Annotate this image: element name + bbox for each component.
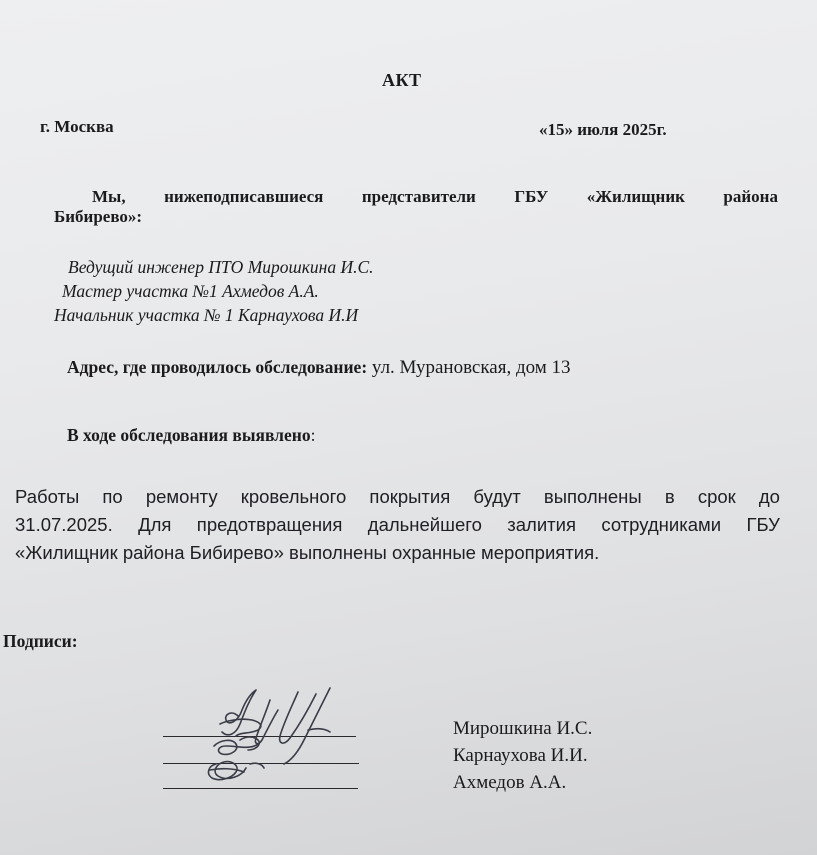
body-word: кровельного [240, 486, 347, 507]
findings-line [67, 425, 315, 446]
intro-word: «Жилищник [586, 187, 685, 206]
signature-stroke [255, 700, 278, 744]
findings-label: В ходе обследования выявлено [67, 425, 311, 445]
address-value: ул. Мурановская, дом 13 [367, 357, 571, 378]
findings-body [15, 483, 780, 567]
body-line-2 [15, 511, 780, 539]
city-label: г. Москва [40, 117, 114, 136]
signature-stroke [280, 692, 316, 743]
body-word: ремонту [145, 486, 218, 507]
body-word: предотвращения [196, 514, 343, 535]
intro-line-2: Бибирево»: [54, 207, 143, 226]
body-word: 31.07.2025. [15, 514, 113, 535]
intro-word: района [723, 187, 778, 206]
signature-stroke [308, 729, 330, 732]
body-word: до [758, 486, 780, 507]
body-word: покрытия [369, 486, 451, 507]
intro-word: нижеподписавшиеся [164, 187, 324, 206]
representative-2: Мастер участка №1 Ахмедов А.А. [62, 281, 319, 301]
intro-line-1 [92, 187, 778, 207]
body-word: сотрудниками [601, 514, 722, 535]
signatory-name: Мирошкина И.С. [453, 718, 593, 739]
address-line [67, 357, 571, 379]
signatures-label: Подписи: [3, 631, 78, 651]
representative-3: Начальник участка № 1 Карнаухова И.И [54, 305, 359, 325]
body-word: срок [697, 486, 736, 507]
signature-stroke [250, 763, 264, 768]
address-label: Адрес, где проводилось обследование: [67, 357, 368, 377]
intro-word: представители [361, 187, 476, 206]
body-word: в [664, 486, 675, 507]
signatory-names [453, 715, 592, 796]
body-word: залития [507, 514, 576, 535]
signature-stroke [214, 740, 258, 754]
body-word: будут [473, 486, 521, 507]
body-word: Для [138, 514, 172, 535]
intro-word: Мы, [92, 187, 126, 206]
findings-suffix: : [310, 425, 316, 445]
signature-stroke [284, 688, 330, 764]
body-word: Работы [15, 486, 80, 507]
body-line-3: «Жилищник района Бибирево» выполнены охранные мероприятия. [15, 542, 600, 563]
signatory-name: Карнаухова И.И. [453, 745, 588, 766]
representative-1: Ведущий инженер ПТО Мирошкина И.С. [68, 257, 374, 277]
intro-word: ГБУ [514, 187, 549, 206]
body-word: дальнейшего [367, 514, 482, 535]
signatory-name: Ахмедов А.А. [453, 772, 567, 793]
body-word: по [102, 486, 123, 507]
body-word: выполнены [543, 486, 642, 507]
document-date: «15» июля 2025г. [539, 120, 667, 139]
body-word: ГБУ [746, 514, 780, 535]
document-title: АКТ [382, 70, 422, 90]
handwritten-signatures [180, 680, 360, 800]
signature-stroke [222, 690, 256, 735]
body-line-1 [15, 483, 780, 511]
